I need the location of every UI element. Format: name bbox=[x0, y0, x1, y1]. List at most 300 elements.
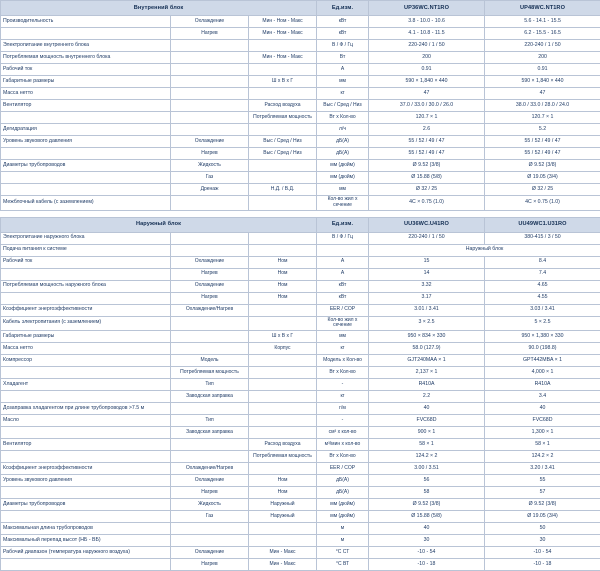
row-param-label: Кабель электропитания (с заземлением) bbox=[1, 316, 171, 331]
row-sub-label-2: Мин - Ном - Макс bbox=[249, 28, 317, 40]
row-value-model-1: 200 bbox=[369, 52, 485, 64]
row-value-model-2: 220-240 / 1 / 50 bbox=[485, 40, 600, 52]
row-unit-label: - bbox=[317, 379, 369, 391]
row-value-model-2: 30 bbox=[485, 535, 600, 547]
row-value-model-1: 3.00 / 3.51 bbox=[369, 463, 485, 475]
row-sub-label-1: Охлаждение bbox=[171, 256, 249, 268]
row-unit-label: Модель х Кол-во bbox=[317, 355, 369, 367]
row-param-label: Электропитание наружного блока bbox=[1, 232, 171, 244]
row-value-model-1: 3.01 / 3.41 bbox=[369, 304, 485, 316]
row-sub-label-1 bbox=[171, 232, 249, 244]
row-value-model-2: 4C × 0.75 (1.0) bbox=[485, 196, 600, 211]
row-value-model-1: 47 bbox=[369, 88, 485, 100]
row-sub-label-1 bbox=[171, 343, 249, 355]
row-unit-label: кВт bbox=[317, 28, 369, 40]
row-sub-label-1: Заводская заправка bbox=[171, 427, 249, 439]
row-sub-label-2 bbox=[249, 523, 317, 535]
row-value-model-1: 4C × 0.75 (1.0) bbox=[369, 196, 485, 211]
table-row bbox=[1, 64, 600, 76]
row-value-model-1: 40 bbox=[369, 523, 485, 535]
row-sub-label-2 bbox=[249, 88, 317, 100]
row-value-merged: Наружный блок bbox=[369, 244, 600, 256]
row-param-label: Уровень звукового давления bbox=[1, 475, 171, 487]
row-sub-label-1: Охлаждение/Нагрев bbox=[171, 304, 249, 316]
table-row bbox=[1, 256, 600, 268]
row-value-model-1: 15 bbox=[369, 256, 485, 268]
row-sub-label-2: Ном bbox=[249, 256, 317, 268]
row-sub-label-2: Наружный bbox=[249, 511, 317, 523]
row-sub-label-1 bbox=[171, 76, 249, 88]
row-param-label bbox=[1, 487, 171, 499]
row-sub-label-2 bbox=[249, 391, 317, 403]
table-row bbox=[1, 475, 600, 487]
row-param-label: Вентилятор bbox=[1, 100, 171, 112]
row-param-label bbox=[1, 451, 171, 463]
row-sub-label-2: Ном bbox=[249, 487, 317, 499]
table-row bbox=[1, 124, 600, 136]
row-sub-label-1: Нагрев bbox=[171, 487, 249, 499]
row-sub-label-1: Жидкость bbox=[171, 160, 249, 172]
row-sub-label-2: Ном bbox=[249, 475, 317, 487]
row-sub-label-1 bbox=[171, 523, 249, 535]
row-value-model-1: 58.0 (127.9) bbox=[369, 343, 485, 355]
row-param-label: Коэффициент энергоэффективности bbox=[1, 304, 171, 316]
row-value-model-1: 14 bbox=[369, 268, 485, 280]
header-unit-label: Ед.изм. bbox=[317, 217, 369, 232]
row-value-model-2: 3.4 bbox=[485, 391, 600, 403]
row-unit-label: EER / COP bbox=[317, 463, 369, 475]
table-row bbox=[1, 379, 600, 391]
header-unit-label: Ед.изм. bbox=[317, 1, 369, 16]
row-sub-label-1 bbox=[171, 124, 249, 136]
row-value-model-2: GPT442MBA × 1 bbox=[485, 355, 600, 367]
row-unit-label: EER / COP bbox=[317, 304, 369, 316]
row-value-model-2: 4.55 bbox=[485, 292, 600, 304]
row-sub-label-2 bbox=[249, 64, 317, 76]
row-value-model-2: 8.4 bbox=[485, 256, 600, 268]
row-value-model-1: 590 × 1,840 × 440 bbox=[369, 76, 485, 88]
row-param-label bbox=[1, 184, 171, 196]
row-param-label: Вентилятор bbox=[1, 439, 171, 451]
row-value-model-2: 950 × 1,380 × 330 bbox=[485, 331, 600, 343]
row-sub-label-1 bbox=[171, 88, 249, 100]
row-param-label: Компрессор bbox=[1, 355, 171, 367]
row-unit-label: мм bbox=[317, 76, 369, 88]
row-sub-label-1 bbox=[171, 64, 249, 76]
row-sub-label-2: Расход воздуха bbox=[249, 100, 317, 112]
row-param-label bbox=[1, 391, 171, 403]
row-value-model-2: 120.7 × 1 bbox=[485, 112, 600, 124]
row-value-model-2: 58 × 1 bbox=[485, 439, 600, 451]
row-sub-label-2: Выс / Сред / Низ bbox=[249, 136, 317, 148]
row-unit-label: Вт х Кол-во bbox=[317, 367, 369, 379]
row-param-label: Габаритные размеры bbox=[1, 331, 171, 343]
table-row bbox=[1, 523, 600, 535]
row-value-model-1: 220-240 / 1 / 50 bbox=[369, 232, 485, 244]
row-value-model-1: 30 bbox=[369, 535, 485, 547]
row-unit-label: кВт bbox=[317, 292, 369, 304]
row-value-model-2: Ø 9.52 (3/8) bbox=[485, 160, 600, 172]
table-row bbox=[1, 196, 600, 211]
row-value-model-1: 40 bbox=[369, 403, 485, 415]
row-sub-label-2: Мин - Ном - Макс bbox=[249, 16, 317, 28]
row-unit-label bbox=[317, 244, 369, 256]
row-value-model-1: 55 / 52 / 49 / 47 bbox=[369, 136, 485, 148]
table-header-row-outdoor bbox=[1, 217, 600, 232]
header-section-label: Наружный блок bbox=[1, 217, 317, 232]
row-sub-label-2 bbox=[249, 463, 317, 475]
row-sub-label-2: Потребляемая мощность bbox=[249, 112, 317, 124]
row-value-model-1: 58 bbox=[369, 487, 485, 499]
row-param-label bbox=[1, 367, 171, 379]
row-unit-label: дБ(А) bbox=[317, 148, 369, 160]
header-model-2: UU49WC1.U31RO bbox=[485, 217, 600, 232]
table-row bbox=[1, 487, 600, 499]
table-row bbox=[1, 40, 600, 52]
table-row bbox=[1, 292, 600, 304]
row-unit-label: м³/мин х кол-во bbox=[317, 439, 369, 451]
row-value-model-1: 56 bbox=[369, 475, 485, 487]
row-param-label: Потребляемая мощность внутреннего блока bbox=[1, 52, 171, 64]
table-row bbox=[1, 451, 600, 463]
row-unit-label: дБ(А) bbox=[317, 487, 369, 499]
row-param-label: Максимальный перепад высот (НБ - ВБ) bbox=[1, 535, 171, 547]
row-value-model-2: 4.65 bbox=[485, 280, 600, 292]
row-sub-label-1 bbox=[171, 40, 249, 52]
row-sub-label-2 bbox=[249, 304, 317, 316]
row-value-model-2: 0.91 bbox=[485, 64, 600, 76]
row-sub-label-2: Ш х В х Г bbox=[249, 76, 317, 88]
row-sub-label-2 bbox=[249, 172, 317, 184]
table-row bbox=[1, 343, 600, 355]
row-value-model-1: Ø 15.88 (5/8) bbox=[369, 511, 485, 523]
row-value-model-2: 55 bbox=[485, 475, 600, 487]
row-param-label bbox=[1, 559, 171, 571]
row-sub-label-1: Газ bbox=[171, 172, 249, 184]
table-row bbox=[1, 511, 600, 523]
row-value-model-2: 90.0 (198.8) bbox=[485, 343, 600, 355]
row-value-model-2: 200 bbox=[485, 52, 600, 64]
row-value-model-1: 2.2 bbox=[369, 391, 485, 403]
row-sub-label-1 bbox=[171, 112, 249, 124]
row-value-model-2: 50 bbox=[485, 523, 600, 535]
row-value-model-2: Ø 9.52 (3/8) bbox=[485, 499, 600, 511]
row-value-model-2: 5.6 - 14.1 - 15.5 bbox=[485, 16, 600, 28]
row-param-label bbox=[1, 427, 171, 439]
spec-table-outdoor bbox=[0, 217, 600, 571]
row-value-model-1: GJT240MAA × 1 bbox=[369, 355, 485, 367]
row-param-label: Межблочный кабель (с заземлением) bbox=[1, 196, 171, 211]
row-param-label: Рабочий ток bbox=[1, 64, 171, 76]
row-unit-label: - bbox=[317, 415, 369, 427]
row-value-model-1: 37.0 / 33.0 / 30.0 / 26.0 bbox=[369, 100, 485, 112]
row-value-model-1: 2,137 × 1 bbox=[369, 367, 485, 379]
row-unit-label: В / Ф / Гц bbox=[317, 40, 369, 52]
row-sub-label-2: Мин - Ном - Макс bbox=[249, 52, 317, 64]
row-param-label: Хладагент bbox=[1, 379, 171, 391]
row-value-model-2: 5 × 2.5 bbox=[485, 316, 600, 331]
row-sub-label-1: Охлаждение/Нагрев bbox=[171, 463, 249, 475]
row-value-model-2: 7.4 bbox=[485, 268, 600, 280]
row-sub-label-1: Нагрев bbox=[171, 292, 249, 304]
row-value-model-1: R410A bbox=[369, 379, 485, 391]
row-sub-label-1: Нагрев bbox=[171, 559, 249, 571]
row-sub-label-2: Ном bbox=[249, 280, 317, 292]
row-unit-label: дБ(А) bbox=[317, 136, 369, 148]
row-unit-label: В / Ф / Гц bbox=[317, 232, 369, 244]
row-value-model-2: Ø 32 / 25 bbox=[485, 184, 600, 196]
row-value-model-2: Ø 19.05 (3/4) bbox=[485, 172, 600, 184]
row-param-label: Электропитание внутреннего блока bbox=[1, 40, 171, 52]
row-sub-label-1: Нагрев bbox=[171, 28, 249, 40]
row-unit-label: А bbox=[317, 268, 369, 280]
row-sub-label-2 bbox=[249, 124, 317, 136]
header-model-1: UU36WC.U41RO bbox=[369, 217, 485, 232]
row-unit-label: Выс / Сред / Низ bbox=[317, 100, 369, 112]
row-unit-label: мм (дюйм) bbox=[317, 511, 369, 523]
table-row bbox=[1, 160, 600, 172]
row-sub-label-1: Тип bbox=[171, 415, 249, 427]
row-unit-label: °C ВТ bbox=[317, 559, 369, 571]
row-value-model-1: 58 × 1 bbox=[369, 439, 485, 451]
row-param-label: Уровень звукового давления bbox=[1, 136, 171, 148]
table-row bbox=[1, 136, 600, 148]
row-unit-label: дБ(А) bbox=[317, 475, 369, 487]
row-value-model-1: FVC68D bbox=[369, 415, 485, 427]
row-value-model-1: 3.17 bbox=[369, 292, 485, 304]
row-sub-label-1: Модель bbox=[171, 355, 249, 367]
row-unit-label: см³ х кол-во bbox=[317, 427, 369, 439]
row-sub-label-2 bbox=[249, 427, 317, 439]
row-sub-label-2 bbox=[249, 415, 317, 427]
row-sub-label-1: Нагрев bbox=[171, 148, 249, 160]
table-row bbox=[1, 280, 600, 292]
row-sub-label-2: Наружный bbox=[249, 499, 317, 511]
row-value-model-2: 55 / 52 / 49 / 47 bbox=[485, 136, 600, 148]
row-sub-label-2: Расход воздуха bbox=[249, 439, 317, 451]
spec-table-indoor bbox=[0, 0, 600, 211]
row-sub-label-1 bbox=[171, 244, 249, 256]
row-unit-label: Вт х Кол-во bbox=[317, 451, 369, 463]
row-sub-label-2: Ном bbox=[249, 292, 317, 304]
row-unit-label: кВт bbox=[317, 16, 369, 28]
row-unit-label: кВт bbox=[317, 280, 369, 292]
row-param-label: Потребляемая мощность наружного блока bbox=[1, 280, 171, 292]
row-param-label bbox=[1, 292, 171, 304]
row-sub-label-1 bbox=[171, 316, 249, 331]
row-value-model-2: 124.2 × 2 bbox=[485, 451, 600, 463]
row-param-label: Масса нетто bbox=[1, 88, 171, 100]
table-header-row-indoor bbox=[1, 1, 600, 16]
row-unit-label: м bbox=[317, 523, 369, 535]
row-param-label: Диаметры трубопроводов bbox=[1, 160, 171, 172]
table-row bbox=[1, 112, 600, 124]
table-row bbox=[1, 427, 600, 439]
row-sub-label-1: Охлаждение bbox=[171, 475, 249, 487]
row-value-model-2: -10 - 18 bbox=[485, 559, 600, 571]
table-row bbox=[1, 232, 600, 244]
row-unit-label: мм bbox=[317, 331, 369, 343]
row-value-model-1: 2.6 bbox=[369, 124, 485, 136]
table-row bbox=[1, 244, 600, 256]
row-param-label bbox=[1, 511, 171, 523]
row-value-model-1: Ø 32 / 25 bbox=[369, 184, 485, 196]
row-value-model-1: Ø 15.88 (5/8) bbox=[369, 172, 485, 184]
row-value-model-2: 3.20 / 3.41 bbox=[485, 463, 600, 475]
row-value-model-2: 57 bbox=[485, 487, 600, 499]
row-param-label: Производительность bbox=[1, 16, 171, 28]
table-row bbox=[1, 88, 600, 100]
table-row bbox=[1, 16, 600, 28]
row-value-model-2: -10 - 54 bbox=[485, 547, 600, 559]
row-sub-label-2 bbox=[249, 379, 317, 391]
row-value-model-1: 3.32 bbox=[369, 280, 485, 292]
row-sub-label-1: Нагрев bbox=[171, 268, 249, 280]
row-sub-label-1 bbox=[171, 439, 249, 451]
table-row bbox=[1, 547, 600, 559]
row-sub-label-1: Охлаждение bbox=[171, 16, 249, 28]
row-param-label: Масса нетто bbox=[1, 343, 171, 355]
row-sub-label-2 bbox=[249, 160, 317, 172]
row-sub-label-1: Дренаж bbox=[171, 184, 249, 196]
table-row bbox=[1, 184, 600, 196]
row-value-model-1: 220-240 / 1 / 50 bbox=[369, 40, 485, 52]
table-row bbox=[1, 172, 600, 184]
row-sub-label-2: Н.Д. / В.Д. bbox=[249, 184, 317, 196]
row-param-label: Дегидратация bbox=[1, 124, 171, 136]
row-unit-label: Кол-во жил х сечение bbox=[317, 196, 369, 211]
row-param-label bbox=[1, 172, 171, 184]
row-unit-label: мм bbox=[317, 184, 369, 196]
table-row bbox=[1, 535, 600, 547]
row-unit-label: мм (дюйм) bbox=[317, 160, 369, 172]
row-sub-label-1 bbox=[171, 100, 249, 112]
header-model-1: UP36WC.NT1RO bbox=[369, 1, 485, 16]
row-sub-label-2: Потребляемая мощность bbox=[249, 451, 317, 463]
row-sub-label-1 bbox=[171, 196, 249, 211]
table-row bbox=[1, 439, 600, 451]
row-unit-label: м bbox=[317, 535, 369, 547]
row-sub-label-2: Ном bbox=[249, 268, 317, 280]
row-unit-label: кг bbox=[317, 88, 369, 100]
row-value-model-2: R410A bbox=[485, 379, 600, 391]
row-param-label bbox=[1, 28, 171, 40]
table-row bbox=[1, 463, 600, 475]
row-param-label: Габаритные размеры bbox=[1, 76, 171, 88]
row-unit-label: А bbox=[317, 256, 369, 268]
row-value-model-1: 900 × 1 bbox=[369, 427, 485, 439]
table-row bbox=[1, 355, 600, 367]
row-unit-label: кг bbox=[317, 391, 369, 403]
table-row bbox=[1, 331, 600, 343]
row-sub-label-1: Жидкость bbox=[171, 499, 249, 511]
row-param-label: Подача питания к системе bbox=[1, 244, 171, 256]
row-value-model-2: 5.2 bbox=[485, 124, 600, 136]
row-value-model-2: 380-415 / 3 / 50 bbox=[485, 232, 600, 244]
row-value-model-2: 40 bbox=[485, 403, 600, 415]
table-row bbox=[1, 391, 600, 403]
row-sub-label-1: Заводская заправка bbox=[171, 391, 249, 403]
row-param-label: Рабочий диапазон (температура наружного воздуха) bbox=[1, 547, 171, 559]
row-value-model-2: Ø 19.05 (3/4) bbox=[485, 511, 600, 523]
table-row bbox=[1, 559, 600, 571]
table-row bbox=[1, 100, 600, 112]
row-value-model-1: 3 × 2.5 bbox=[369, 316, 485, 331]
row-param-label: Диаметры трубопроводов bbox=[1, 499, 171, 511]
row-value-model-1: 55 / 52 / 49 / 47 bbox=[369, 148, 485, 160]
table-row bbox=[1, 268, 600, 280]
header-model-2: UP48WC.NT1RO bbox=[485, 1, 600, 16]
row-value-model-2: 47 bbox=[485, 88, 600, 100]
row-param-label: Коэффициент энергоэффективности bbox=[1, 463, 171, 475]
row-unit-label: Вт х Кол-во bbox=[317, 112, 369, 124]
row-sub-label-2 bbox=[249, 316, 317, 331]
row-param-label bbox=[1, 148, 171, 160]
row-sub-label-2 bbox=[249, 535, 317, 547]
row-sub-label-2 bbox=[249, 196, 317, 211]
row-value-model-2: 1,300 × 1 bbox=[485, 427, 600, 439]
row-value-model-1: 4.1 - 10.8 - 11.5 bbox=[369, 28, 485, 40]
row-sub-label-1: Потребляемая мощность bbox=[171, 367, 249, 379]
row-param-label: Рабочий ток bbox=[1, 256, 171, 268]
row-sub-label-2: Ш х В х Г bbox=[249, 331, 317, 343]
table-row bbox=[1, 367, 600, 379]
row-unit-label: Вт bbox=[317, 52, 369, 64]
row-sub-label-2 bbox=[249, 355, 317, 367]
row-unit-label: °C СТ bbox=[317, 547, 369, 559]
row-unit-label: А bbox=[317, 64, 369, 76]
row-param-label: Дозаправка хладагентом при длине трубопроводов >7.5 м bbox=[1, 403, 171, 415]
table-row bbox=[1, 403, 600, 415]
row-sub-label-1 bbox=[171, 535, 249, 547]
table-row bbox=[1, 316, 600, 331]
row-sub-label-1: Охлаждение bbox=[171, 280, 249, 292]
table-row bbox=[1, 148, 600, 160]
row-sub-label-2 bbox=[249, 232, 317, 244]
row-value-model-1: Ø 9.52 (3/8) bbox=[369, 160, 485, 172]
row-value-model-2: 3.03 / 3.41 bbox=[485, 304, 600, 316]
row-param-label bbox=[1, 112, 171, 124]
row-sub-label-2 bbox=[249, 367, 317, 379]
row-sub-label-2 bbox=[249, 40, 317, 52]
row-value-model-1: 124.2 × 2 bbox=[369, 451, 485, 463]
row-value-model-1: 120.7 × 1 bbox=[369, 112, 485, 124]
row-param-label: Масло bbox=[1, 415, 171, 427]
row-value-model-2: 4,000 × 1 bbox=[485, 367, 600, 379]
row-sub-label-1: Охлаждение bbox=[171, 547, 249, 559]
row-sub-label-1: Газ bbox=[171, 511, 249, 523]
row-sub-label-2 bbox=[249, 403, 317, 415]
table-row bbox=[1, 76, 600, 88]
table-row bbox=[1, 28, 600, 40]
row-sub-label-1 bbox=[171, 331, 249, 343]
row-value-model-2: 590 × 1,840 × 440 bbox=[485, 76, 600, 88]
row-sub-label-1 bbox=[171, 403, 249, 415]
row-sub-label-2 bbox=[249, 244, 317, 256]
row-unit-label: мм (дюйм) bbox=[317, 499, 369, 511]
row-value-model-2: FVC68D bbox=[485, 415, 600, 427]
row-sub-label-2: Корпус bbox=[249, 343, 317, 355]
row-param-label: Максимальная длина трубопроводов bbox=[1, 523, 171, 535]
row-value-model-1: Ø 9.52 (3/8) bbox=[369, 499, 485, 511]
table-row bbox=[1, 304, 600, 316]
row-value-model-1: 0.91 bbox=[369, 64, 485, 76]
row-value-model-1: -10 - 54 bbox=[369, 547, 485, 559]
row-unit-label: мм (дюйм) bbox=[317, 172, 369, 184]
row-value-model-2: 38.0 / 33.0 / 28.0 / 24.0 bbox=[485, 100, 600, 112]
row-sub-label-1: Тип bbox=[171, 379, 249, 391]
table-row bbox=[1, 499, 600, 511]
